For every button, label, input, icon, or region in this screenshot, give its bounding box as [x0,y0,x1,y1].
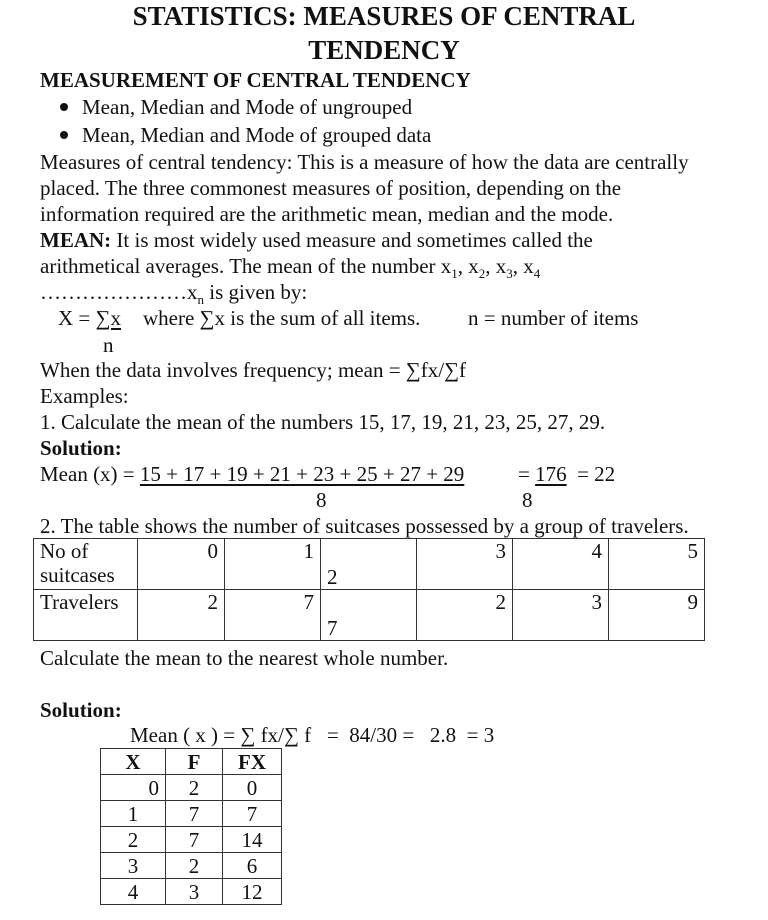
formula-where: where ∑x is the sum of all items. [143,306,421,330]
column-header: FX [223,749,282,775]
table-cell: 0 [223,775,282,801]
frequency-formula: When the data involves frequency; mean = ∑fx/∑f [40,358,467,382]
example-1-denominator: 8 [316,488,327,512]
column-header: F [166,749,223,775]
table-cell: 12 [223,879,282,905]
table-cell: 3 [101,853,166,879]
fx-table [100,748,282,905]
table-cell: 7 [321,590,417,641]
intro-line: Measures of central tendency: This is a measure of how the data are centrally [40,150,689,174]
mean-definition-line-1: MEAN: It is most widely used measure and sometimes called the [40,228,593,252]
example-1-mean-calc: Mean (x) = 15 + 17 + 19 + 21 + 23 + 25 + 27 + 29 [40,462,465,486]
table-cell: 1 [101,801,166,827]
mean-label: MEAN: [40,228,112,252]
intro-line: information required are the arithmetic mean, median and the mode. [40,202,614,226]
mean-definition-line-2: arithmetical averages. The mean of the number $x_1$, $x_2$, $x_3$, $x_4$ [40,254,541,282]
table-cell: 2 [101,827,166,853]
table-cell: 0 [138,539,225,590]
bullet-item: Mean, Median and Mode of grouped data [60,122,431,148]
table-header-row [101,749,282,775]
formula-n-definition: n = number of items [468,306,639,330]
page-title-line-2: TENDENCY [308,35,460,65]
intro-line: placed. The three commonest measures of position, depending on the [40,176,622,200]
table-cell: 7 [223,801,282,827]
mean-definition-line-3: $\dots\dots\dots\dots\dots\dots\dots x_n$ is given by: [40,280,308,308]
table-cell: 4 [513,539,609,590]
section-heading: MEASUREMENT OF CENTRAL TENDENCY [40,68,471,92]
page-title-line-1: STATISTICS: MEASURES OF CENTRAL [132,1,636,31]
table-cell: 2 [417,590,513,641]
table-cell: 3 [166,879,223,905]
bullet-icon [60,131,68,139]
table-cell: 4 [101,879,166,905]
table-cell: 6 [223,853,282,879]
table-cell: 2 [166,853,223,879]
table-cell: 9 [609,590,705,641]
row-label: No of suitcases [34,539,138,590]
table-cell: 1 [225,539,321,590]
table-cell: 7 [225,590,321,641]
example-1-denominator-2: 8 [522,488,533,512]
examples-label: Examples: [40,384,129,408]
table-cell: 14 [223,827,282,853]
example-1-question: 1. Calculate the mean of the numbers 15, 17, 19, 21, 23, 25, 27, 29. [40,410,606,434]
example-1-solution-label: Solution: [40,436,122,460]
formula-numerator: ∑x [95,306,121,330]
table-cell: 3 [513,590,609,641]
example-1-sum: 176 [535,462,567,486]
table-row [101,827,282,853]
example-2-solution-label: Solution: [40,698,122,722]
table-cell: 5 [609,539,705,590]
example-2-instruction: Calculate the mean to the nearest whole number. [40,646,449,670]
table-row [101,801,282,827]
table-row [101,879,282,905]
table-cell: 7 [166,801,223,827]
example-1-result: = 176 = 22 [518,462,616,486]
suitcases-table [33,538,705,641]
table-cell: 2 [138,590,225,641]
example-2-question: 2. The table shows the number of suitcases possessed by a group of travelers. [40,514,689,538]
formula-denominator: n [103,333,114,357]
example-2-mean-calc: Mean ( x ) = ∑ fx/∑ f = 84/30 = 2.8 = 3 [130,723,495,747]
column-header: X [101,749,166,775]
bullet-icon [60,103,68,111]
table-row [101,853,282,879]
mean-formula: X = ∑x [58,306,121,330]
table-row [101,775,282,801]
table-row [34,590,705,641]
example-1-numerator: 15 + 17 + 19 + 21 + 23 + 25 + 27 + 29 [139,462,465,486]
bullet-item: Mean, Median and Mode of ungrouped [60,94,412,120]
table-row [34,539,705,590]
table-cell: 7 [166,827,223,853]
table-cell: 2 [166,775,223,801]
table-cell: 3 [417,539,513,590]
table-cell: 0 [101,775,166,801]
row-label: Travelers [34,590,138,641]
table-cell: 2 [321,539,417,590]
